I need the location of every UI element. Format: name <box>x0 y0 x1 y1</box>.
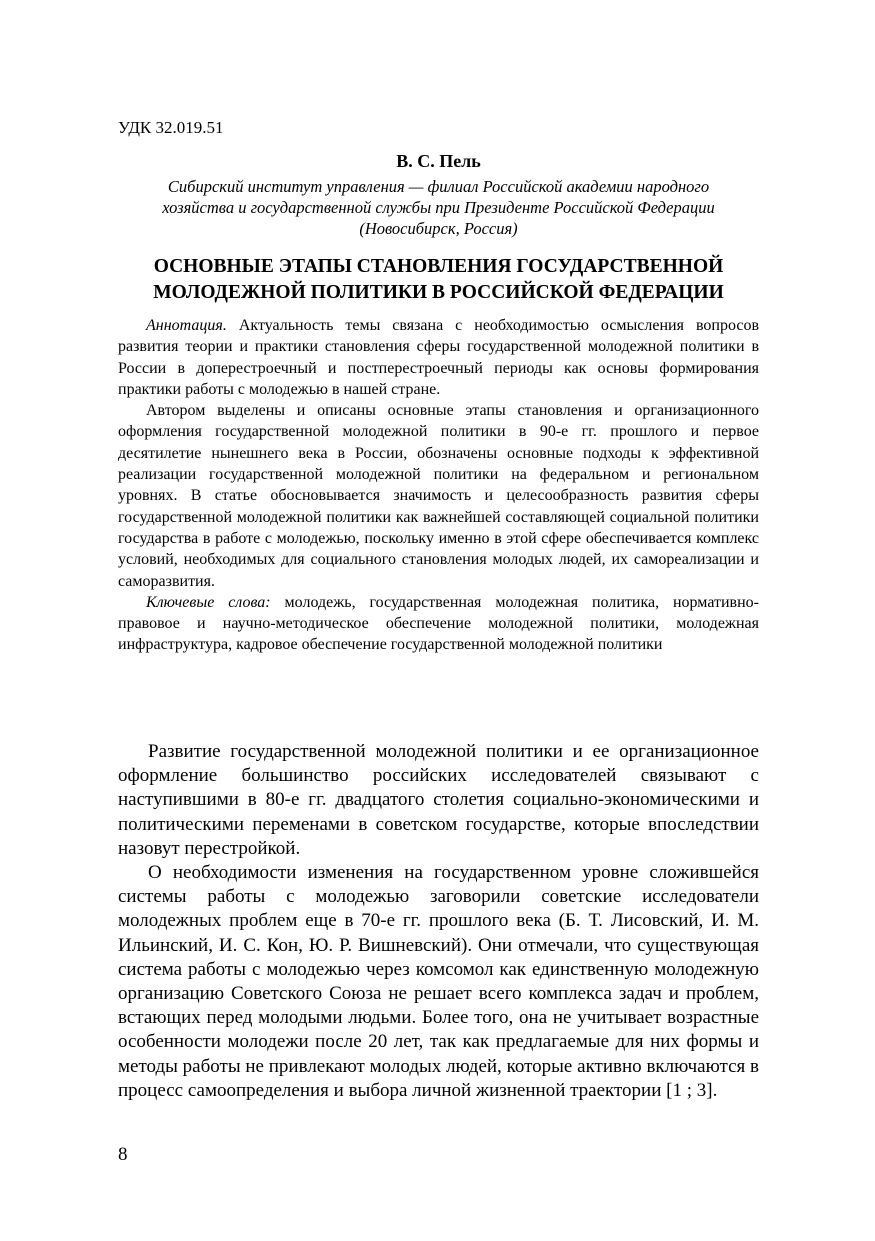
abstract-paragraph-1 <box>118 315 759 400</box>
title-line-2: МОЛОДЕЖНОЙ ПОЛИТИКИ В РОССИЙСКОЙ ФЕДЕРАЦИИ <box>153 282 724 303</box>
title-line-1: ОСНОВНЫЕ ЭТАПЫ СТАНОВЛЕНИЯ ГОСУДАРСТВЕННОЙ <box>153 256 724 277</box>
body-paragraph-1: Развитие государственной молодежной политики и ее организационное оформление большинство российских исследователей связывают с наступившими в 80-е гг. двадцатого столетия социально-экономическими и политическими переменами в советском государстве, которые впоследствии назовут перестройкой. <box>118 741 759 859</box>
article-body <box>118 740 759 1103</box>
affiliation-line-1: Сибирский институт управления — филиал Российской академии народного <box>167 177 710 196</box>
author-affiliation <box>118 176 759 239</box>
affiliation-line-3: (Новосибирск, Россия) <box>359 219 518 238</box>
page-number: 8 <box>118 1144 128 1165</box>
affiliation-line-2: хозяйства и государственной службы при Президенте Российской Федерации <box>162 198 715 217</box>
abstract-block <box>118 315 759 656</box>
author-name: В. С. Пель <box>396 151 481 171</box>
abstract-label: Аннотация. <box>146 317 227 334</box>
udk-code: УДК 32.019.51 <box>118 118 224 137</box>
abstract-paragraph-2: Автором выделены и описаны основные этапы становления и организационного оформления государственной молодежной политики в 90-е гг. прошлого и первое десятилетие нынешнего века в России, обозначены основные подходы к эффективной реализации государственной молодежной политики на федеральном и региональном уровнях. В статье обосновывается значимость и целесообразность развития сферы государственной молодежной политики как важнейшей составляющей социальной политики государства в работе с молодежью, поскольку именно в этой сфере обеспечивается комплекс условий, необходимых для социального становления молодых людей, их самореализации и саморазвития. <box>118 402 759 590</box>
keywords-label: Ключевые слова: <box>146 593 271 611</box>
keywords-text: молодежь, государственная молодежная политика, нормативно-правовое и научно-методическое обеспечение молодежной политики, молодежная инфраструктура, кадровое обеспечение государственной молодежной политики <box>118 593 759 654</box>
abstract-text-1: Актуальность темы связана с необходимостью осмысления вопросов развития теории и практики становления сферы государственной молодежной политики в России в доперестроечный и постперестроечный периоды как основы формирования практики работы с молодежью в нашей стране. <box>118 317 760 398</box>
article-page <box>118 0 759 1241</box>
body-paragraph-2: О необходимости изменения на государственном уровне сложившейся системы работы с молодежью заговорили советские исследователи молодежных проблем еще в 70-е гг. прошлого века (Б. Т. Лисовский, И. М. Ильинский, И. С. Кон, Ю. Р. Вишневский). Они отмечали, что существующая система работы с молодежью через комсомол как единственную молодежную организацию Советского Союза не решает всего комплекса задач и проблем, встающих перед молодыми людьми. Более того, она не учитывает возрастные особенности молодежи после 20 лет, так как предлагаемые для них формы и методы работы не привлекают молодых людей, которые активно включаются в процесс самоопределения и выбора личной жизненной траектории [1 ; 3]. <box>118 862 759 1101</box>
keywords-paragraph <box>118 592 759 656</box>
article-title <box>118 254 759 306</box>
